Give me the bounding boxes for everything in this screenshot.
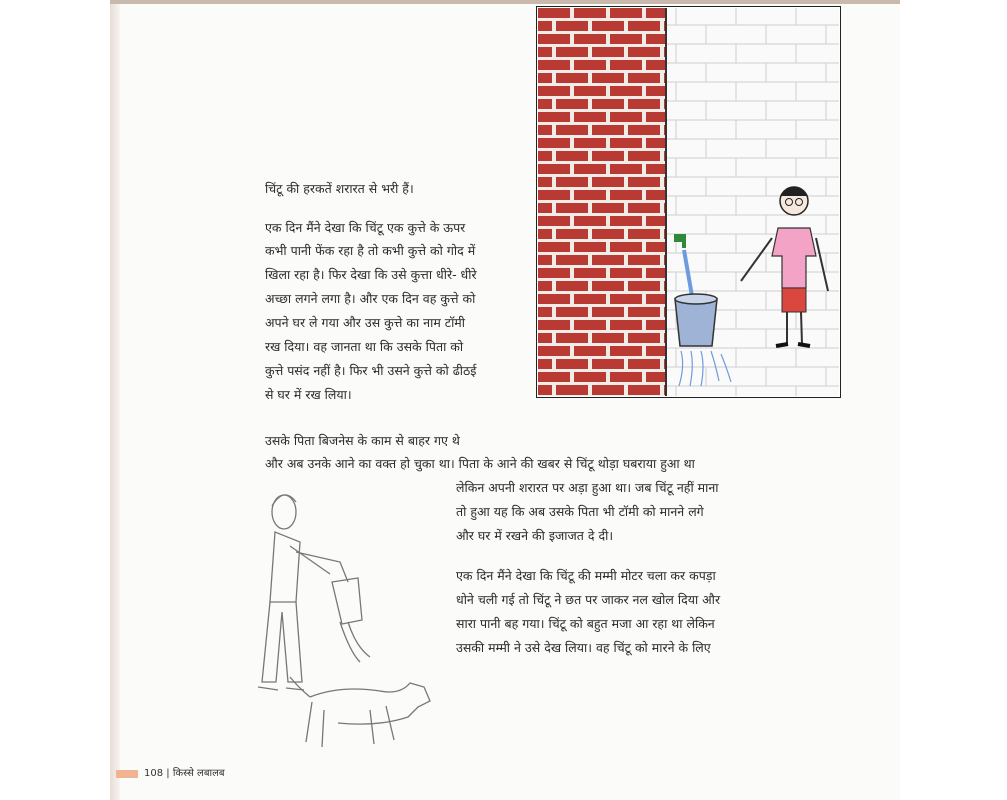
book-title: किस्से लबालब [172,768,225,779]
bucket [675,294,717,346]
text-line: और अब उनके आने का वक्त हो चुका था। पिता के आने की खबर से चिंटू थोड़ा घबराया हुआ था [265,456,695,471]
text-line: कभी पानी फेंक रहा है तो कभी कुत्ते को गोद में [265,243,476,258]
brick-wall [538,8,666,396]
text-line: अपने घर ले गया और उस कुत्ते का नाम टॉमी [265,315,466,330]
text-line: कुत्ते पसंद नहीं है। फिर भी उसने कुत्ते को ढीठई [265,363,477,378]
brick-wall-boy-illustration [536,6,841,398]
footer-accent-bar [116,770,138,778]
text-line: रख दिया। वह जानता था कि उसके पिता को [265,339,464,354]
text-line: से घर में रख लिया। [265,387,352,402]
scan-margin [0,0,110,800]
text-line: धोने चली गई तो चिंटू ने छत पर जाकर नल खोल दिया और [456,592,721,607]
bucket-sketch [332,578,370,662]
text-line: एक दिन मैंने देखा कि चिंटू की मम्मी मोटर चला कर कपड़ा [456,568,716,583]
text-line: खिला रहा है। फिर देखा कि उसे कुत्ता धीरे- धीरे [265,267,477,282]
book-page [110,4,900,800]
text-line: अच्छा लगने लगा है। और एक दिन वह कुत्ते को [265,291,476,306]
text-line: सारा पानी बह गया। चिंटू को बहुत मजा आ रहा था लेकिन [456,616,715,631]
text-line: उसकी मम्मी ने उसे देख लिया। वह चिंटू को मारने के लिए [456,640,711,655]
footer-separator: | [166,768,170,779]
text-line: लेकिन अपनी शरारत पर अड़ा हुआ था। जब चिंटू नहीं माना [456,480,719,495]
text-line: और घर में रखने की इजाजत दे दी। [456,528,614,543]
text-line: उसके पिता बिजनेस के काम से बाहर गए थे [265,433,460,448]
dog-sketch [290,677,430,747]
boy-and-dog-sketch [230,482,445,757]
text-line: चिंटू की हरकतें शरारत से भरी हैं। [265,181,414,196]
page-number: 108 [144,768,164,779]
page-spine-shadow [110,4,120,800]
text-line: तो हुआ यह कि अब उसके पिता भी टॉमी को मानने लगे [456,504,704,519]
text-line: एक दिन मैंने देखा कि चिंटू एक कुत्ते के ऊपर [265,220,466,235]
page-footer [144,765,225,779]
